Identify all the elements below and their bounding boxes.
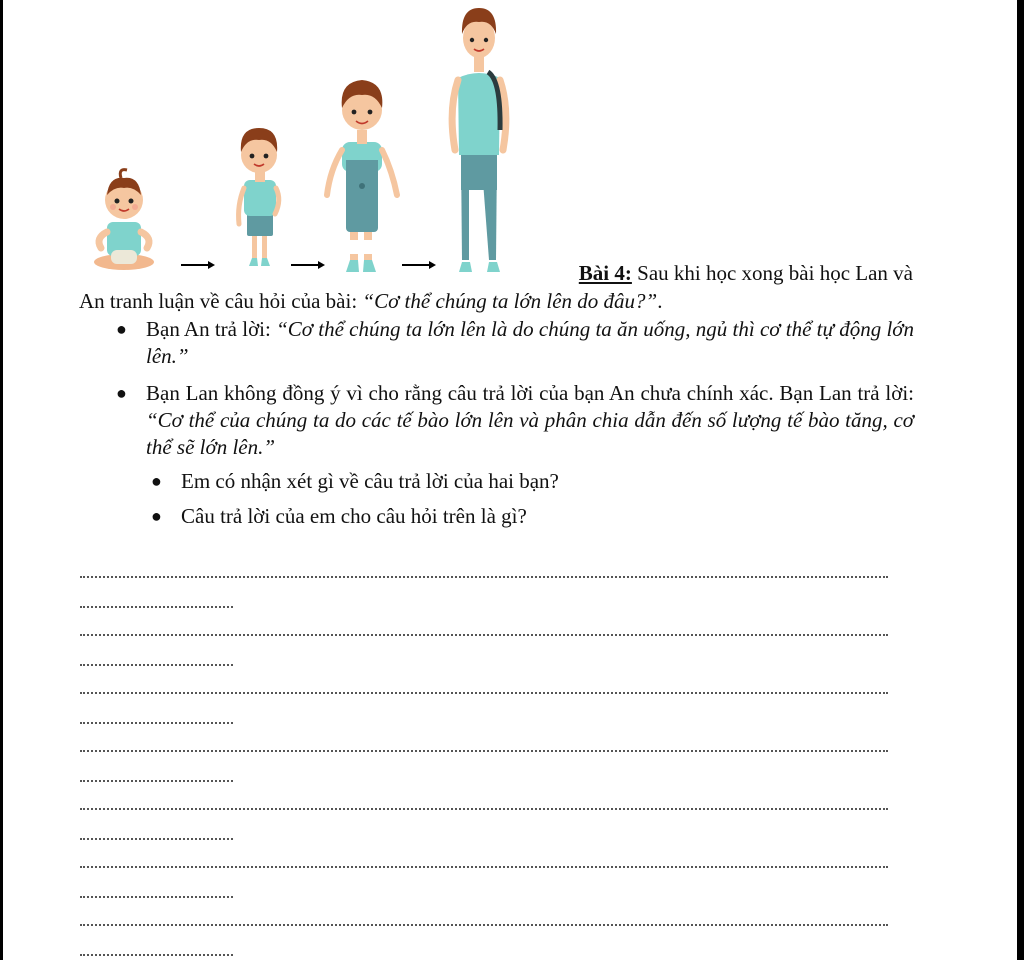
teen-figure: [452, 8, 506, 272]
question-1: [151, 468, 881, 495]
answer-line: [80, 576, 888, 578]
baby-figure: [94, 170, 154, 270]
bullet-dot-icon: ●: [151, 471, 162, 491]
intro-text-1: Sau khi học xong bài học Lan và: [631, 261, 913, 285]
answer-line: [80, 896, 233, 898]
question-1-text: Em có nhận xét gì về câu trả lời của hai bạn?: [181, 469, 559, 493]
bullet-dot-icon: ●: [151, 506, 162, 526]
bullet-dot-icon: ●: [116, 319, 127, 339]
answer-line: [80, 866, 888, 868]
answer-line: [80, 692, 888, 694]
bullet-an-quote: “Cơ thể chúng ta lớn lên là do chúng ta ăn uống, ngủ thì cơ thể tự động lớn lên.”: [146, 317, 914, 368]
bullet-an: [116, 316, 914, 370]
bullet-an-prefix: Bạn An trả lời:: [146, 317, 277, 341]
exercise-intro: [79, 259, 913, 315]
toddler-figure: [239, 128, 279, 266]
answer-line: [80, 664, 233, 666]
bullet-dot-icon: ●: [116, 383, 127, 403]
answer-line: [80, 750, 888, 752]
answer-line: [80, 722, 233, 724]
child-figure: [327, 80, 397, 272]
worksheet-page: [3, 0, 1017, 960]
intro-end: .: [657, 289, 663, 313]
growth-illustration: [3, 0, 563, 285]
answer-line: [80, 606, 233, 608]
answer-line: [80, 954, 233, 956]
answer-line: [80, 634, 888, 636]
question-2-text: Câu trả lời của em cho câu hỏi trên là gì?: [181, 504, 527, 528]
intro-question: “Cơ thể chúng ta lớn lên do đâu?”: [357, 289, 658, 313]
bullet-lan-quote: “Cơ thể của chúng ta do các tế bào lớn lên và phân chia dẫn đến số lượng tế bào tăng, cơ thể sẽ lớn lên.”: [146, 408, 914, 459]
exercise-title: Bài 4:: [578, 261, 632, 285]
answer-line: [80, 924, 888, 926]
bullet-lan-prefix: Bạn Lan không đồng ý vì cho rằng câu trả lời của bạn An chưa chính xác. Bạn Lan trả lời:: [146, 381, 914, 405]
intro-text-2: An tranh luận về câu hỏi của bài:: [79, 289, 358, 313]
answer-line: [80, 780, 233, 782]
bullet-lan: [116, 380, 914, 461]
answer-line: [80, 808, 888, 810]
answer-line: [80, 838, 233, 840]
intro-line-2: [79, 289, 663, 313]
intro-line-1: [79, 259, 913, 287]
question-2: [151, 503, 881, 530]
